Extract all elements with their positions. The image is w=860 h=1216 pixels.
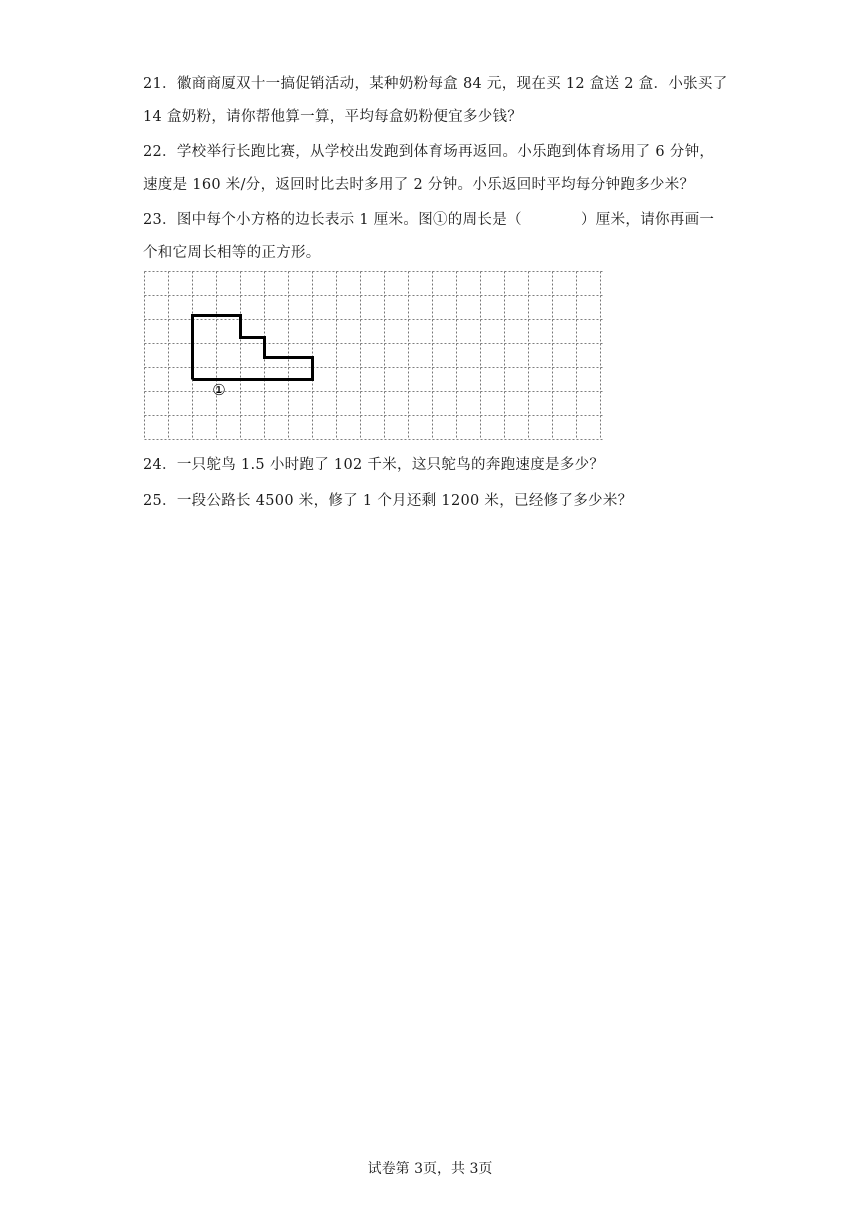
question-23-line-1: 23．图中每个小方格的边长表示 1 厘米。图①的周长是（ ）厘米，请你再画一	[143, 212, 715, 228]
question-22-line-1: 22．学校举行长跑比赛，从学校出发跑到体育场再返回。小乐跑到体育场用了 6 分钟，	[143, 144, 715, 160]
figure-1-shape	[193, 316, 313, 380]
square-grid-figure	[144, 271, 606, 443]
figure-1-label: ①	[212, 381, 226, 399]
question-25-line-1: 25．一段公路长 4500 米，修了 1 个月还剩 1200 米，已经修了多少米？	[143, 493, 633, 509]
question-23-line-2: 个和它周长相等的正方形。	[143, 245, 321, 261]
question-21-line-1: 21．徽商商厦双十一搞促销活动，某种奶粉每盒 84 元，现在买 12 盒送 2 盒．小张买了	[143, 76, 728, 92]
page-footer: 试卷第 3页，共 3页	[367, 1161, 493, 1177]
question-21-line-2: 14 盒奶粉，请你帮他算一算，平均每盒奶粉便宜多少钱？	[143, 109, 523, 125]
grid-lines	[145, 272, 605, 440]
question-24-line-1: 24．一只鸵鸟 1.5 小时跑了 102 千米，这只鸵鸟的奔跑速度是多少？	[143, 457, 605, 473]
question-22-line-2: 速度是 160 米/分，返回时比去时多用了 2 分钟。小乐返回时平均每分钟跑多少米？	[143, 177, 695, 193]
